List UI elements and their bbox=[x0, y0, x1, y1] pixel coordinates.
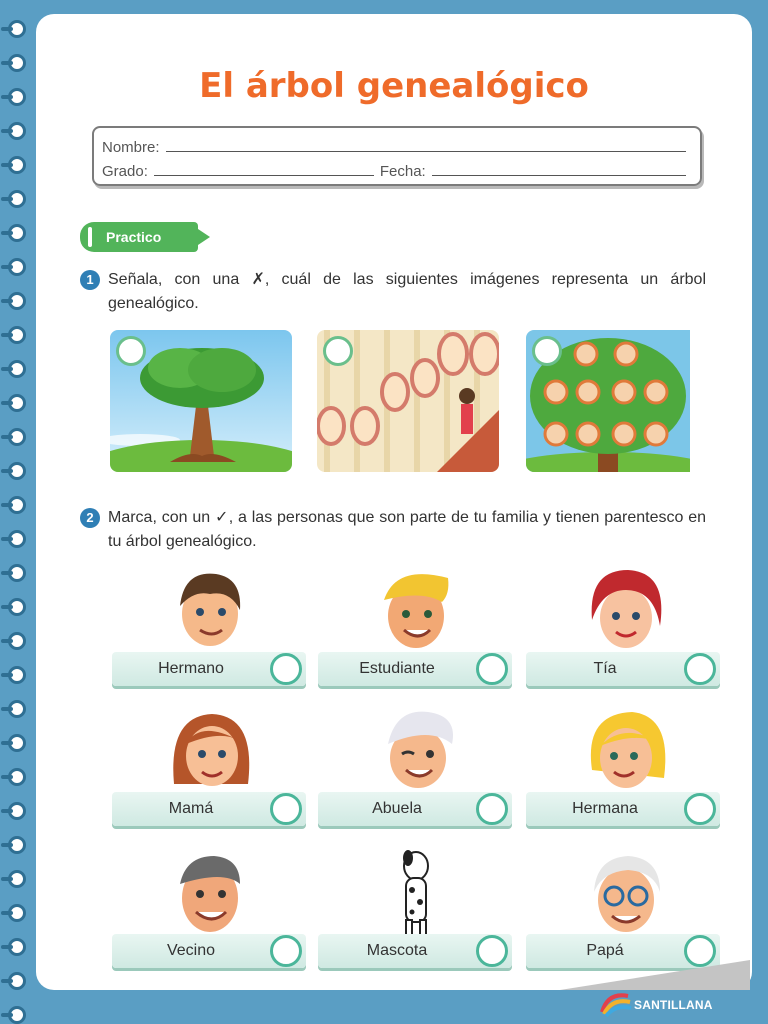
person-illustration bbox=[160, 842, 260, 938]
binding-ring bbox=[8, 564, 26, 582]
section-badge: Practico bbox=[80, 222, 198, 252]
boy-brown-hair-face-icon bbox=[160, 560, 260, 656]
relative-checkbox[interactable] bbox=[684, 653, 716, 685]
binding-ring bbox=[8, 292, 26, 310]
binding-ring bbox=[8, 394, 26, 412]
grandfather-glasses-face-icon bbox=[574, 842, 674, 938]
person-illustration bbox=[574, 700, 674, 796]
relative-label: Hermano bbox=[158, 660, 224, 677]
binding-ring bbox=[8, 530, 26, 548]
person-illustration bbox=[366, 560, 466, 656]
santillana-logo-icon bbox=[598, 988, 632, 1018]
name-row bbox=[102, 132, 692, 156]
relative-label: Hermana bbox=[572, 800, 638, 817]
relative-option[interactable] bbox=[112, 652, 306, 686]
binding-ring bbox=[8, 598, 26, 616]
binding-ring bbox=[8, 632, 26, 650]
binding-ring bbox=[8, 938, 26, 956]
relative-label: Vecino bbox=[166, 942, 216, 959]
student-info-box bbox=[92, 126, 702, 186]
relative-label: Mamá bbox=[168, 800, 214, 817]
person-illustration bbox=[574, 842, 674, 938]
relative-label: Tía bbox=[593, 660, 617, 677]
relative-label: Estudiante bbox=[359, 660, 435, 677]
dalmatian-dog-icon bbox=[366, 842, 466, 938]
relative-option[interactable] bbox=[526, 652, 720, 686]
person-illustration bbox=[366, 700, 466, 796]
grade-field[interactable] bbox=[154, 175, 374, 176]
spiral-binding bbox=[0, 0, 40, 1024]
binding-ring bbox=[8, 326, 26, 344]
relative-option[interactable] bbox=[112, 792, 306, 826]
date-field[interactable] bbox=[432, 175, 686, 176]
person-illustration bbox=[366, 842, 466, 938]
binding-ring bbox=[8, 462, 26, 480]
binding-ring bbox=[8, 156, 26, 174]
relative-option[interactable] bbox=[318, 934, 512, 968]
relative-option[interactable] bbox=[526, 792, 720, 826]
boy-blond-hair-face-icon bbox=[366, 560, 466, 656]
binding-ring bbox=[8, 190, 26, 208]
person-illustration bbox=[160, 560, 260, 656]
name-label: Nombre: bbox=[102, 139, 160, 156]
binding-ring bbox=[8, 54, 26, 72]
question-number: 1 bbox=[80, 270, 100, 290]
binding-ring bbox=[8, 802, 26, 820]
relative-checkbox[interactable] bbox=[270, 935, 302, 967]
relative-checkbox[interactable] bbox=[476, 653, 508, 685]
relative-checkbox[interactable] bbox=[476, 935, 508, 967]
relative-checkbox[interactable] bbox=[270, 653, 302, 685]
binding-ring bbox=[8, 870, 26, 888]
binding-ring bbox=[8, 496, 26, 514]
woman-auburn-hair-face-icon bbox=[160, 700, 260, 796]
binding-ring bbox=[8, 734, 26, 752]
grade-date-row bbox=[102, 156, 692, 180]
girl-blond-hair-face-icon bbox=[574, 700, 674, 796]
binding-ring bbox=[8, 904, 26, 922]
man-face-icon bbox=[160, 842, 260, 938]
binding-ring bbox=[8, 1006, 26, 1024]
question-2 bbox=[80, 506, 706, 554]
question-number: 2 bbox=[80, 508, 100, 528]
relative-label: Abuela bbox=[372, 800, 422, 817]
grandmother-face-icon bbox=[366, 700, 466, 796]
binding-ring bbox=[8, 700, 26, 718]
tree-picture bbox=[110, 330, 292, 472]
binding-ring bbox=[8, 836, 26, 854]
question-1 bbox=[80, 268, 706, 316]
grade-label: Grado: bbox=[102, 163, 148, 180]
relative-checkbox[interactable] bbox=[476, 793, 508, 825]
relative-label: Mascota bbox=[366, 942, 428, 959]
relative-option[interactable] bbox=[112, 934, 306, 968]
page-title: El árbol genealógico bbox=[199, 66, 589, 106]
option-checkbox-portraits[interactable] bbox=[323, 336, 353, 366]
option-checkbox-family-tree[interactable] bbox=[532, 336, 562, 366]
name-field[interactable] bbox=[166, 151, 686, 152]
relative-option[interactable] bbox=[318, 652, 512, 686]
woman-red-hair-face-icon bbox=[574, 560, 674, 656]
family-tree-picture bbox=[526, 330, 708, 472]
date-label: Fecha: bbox=[379, 163, 426, 180]
relative-checkbox[interactable] bbox=[684, 793, 716, 825]
question-text: Marca, con un ✓, a las personas que son parte de tu familia y tienen parentesco en tu árbol genealógico. bbox=[108, 509, 706, 550]
binding-ring bbox=[8, 768, 26, 786]
binding-ring bbox=[8, 20, 26, 38]
relative-option[interactable] bbox=[318, 792, 512, 826]
binding-ring bbox=[8, 258, 26, 276]
binding-ring bbox=[8, 224, 26, 242]
binding-ring bbox=[8, 360, 26, 378]
relative-checkbox[interactable] bbox=[270, 793, 302, 825]
option-checkbox-tree[interactable] bbox=[116, 336, 146, 366]
relative-label: Papá bbox=[586, 942, 624, 959]
question-text: Señala, con una ✗, cuál de las siguientes imágenes representa un árbol genealógico. bbox=[108, 271, 706, 312]
person-illustration bbox=[160, 700, 260, 796]
person-illustration bbox=[574, 560, 674, 656]
binding-ring bbox=[8, 666, 26, 684]
family-portraits-picture bbox=[317, 330, 499, 472]
binding-ring bbox=[8, 122, 26, 140]
publisher-logo bbox=[598, 986, 748, 1020]
binding-ring bbox=[8, 88, 26, 106]
worksheet-page bbox=[36, 14, 752, 990]
brand-name: SANTILLANA bbox=[634, 998, 713, 1012]
binding-ring bbox=[8, 972, 26, 990]
binding-ring bbox=[8, 428, 26, 446]
